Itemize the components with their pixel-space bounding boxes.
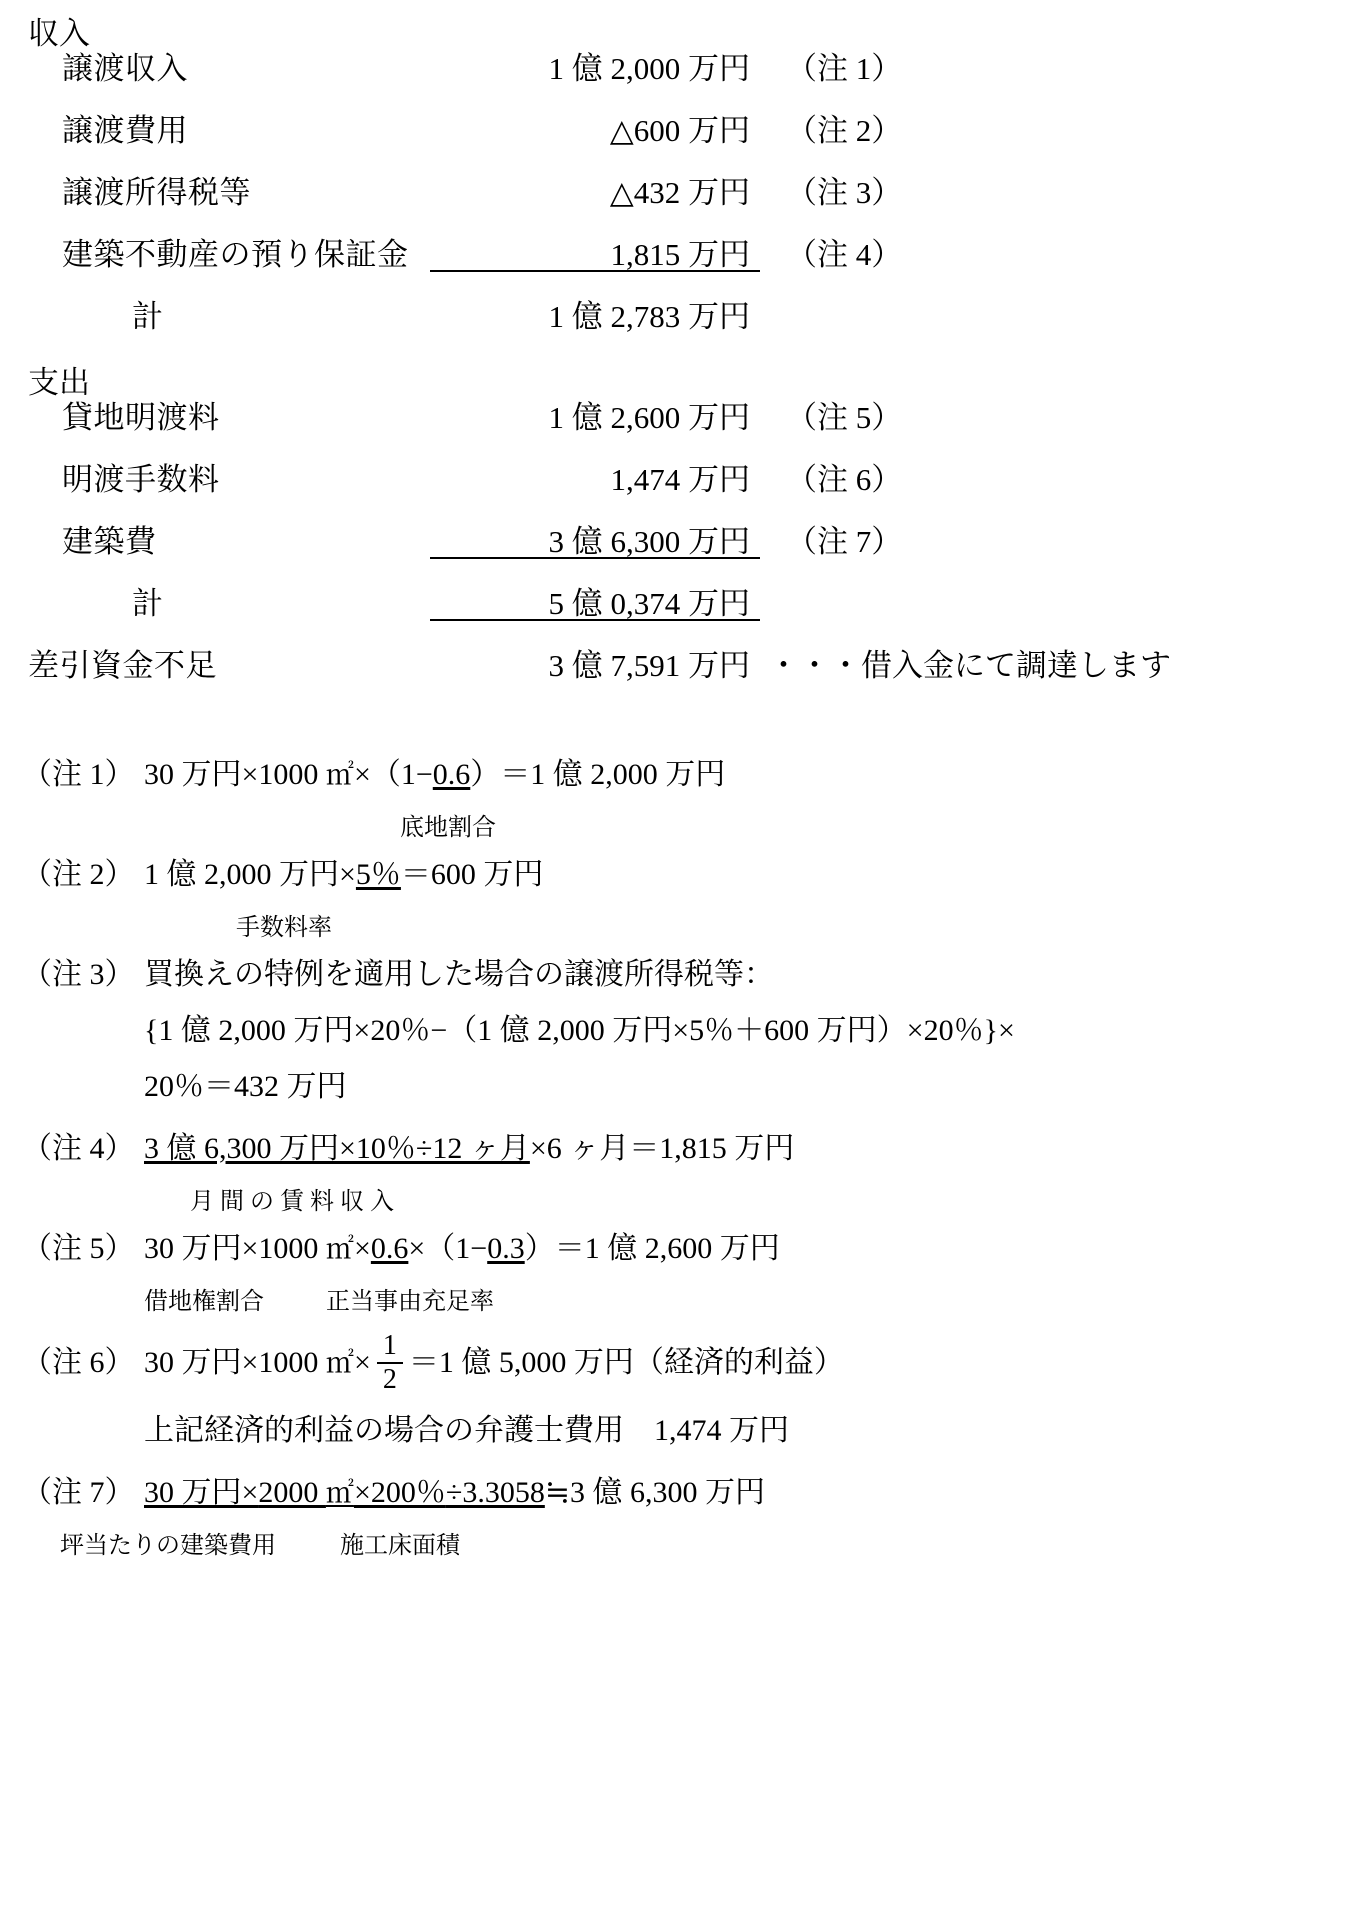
note-continuation: 20％＝432 万円 [144,1070,347,1103]
row-amount: 3 億 7,591 万円 [548,648,750,683]
table-row [0,115,1360,177]
note-continuation: 上記経済的利益の場合の弁護士費用 1,474 万円 [144,1414,789,1447]
row-note: （注 1） [786,51,903,86]
note-body: 30 万円×1000 ㎡×（1−0.6）＝1 億 2,000 万円 [144,758,726,791]
note-3 [0,960,1360,1128]
row-label: 明渡手数料 [62,462,220,497]
note-tag: （注 4） [22,1132,135,1165]
table-row [0,464,1360,526]
row-label: 譲渡所得税等 [62,175,251,210]
note-5 [0,1234,1360,1328]
expense-total-row [0,588,1360,650]
table-row [0,526,1360,588]
table-row [0,402,1360,464]
note-tag: （注 1） [22,758,135,791]
row-note: （注 6） [786,462,903,497]
row-label: 差引資金不足 [28,648,217,683]
note-annotation: 坪当たりの建築費用 [60,1533,276,1559]
row-label: 計 [132,586,164,621]
row-trailing-text: ・・・借入金にて調達します [768,648,1171,683]
row-amount: 1 億 2,000 万円 [548,51,750,86]
row-note: （注 7） [786,524,903,559]
note-tag: （注 6） [22,1345,135,1379]
row-amount: 3 億 6,300 万円 [430,526,760,559]
row-note: （注 4） [786,237,903,272]
row-label: 計 [132,299,164,334]
note-body: 1 億 2,000 万円×5％＝600 万円 [144,858,544,891]
income-total-row [0,301,1360,363]
row-label: 建築不動産の預り保証金 [62,237,409,272]
row-amount: 5 億 0,374 万円 [430,588,760,621]
row-label: 貸地明渡料 [62,400,220,435]
note-continuation: {1 億 2,000 万円×20％−（1 億 2,000 万円×5％＋600 万円）×20％}× [144,1014,1015,1047]
note-annotation: 底地割合 [400,815,496,841]
row-amount: 1 億 2,783 万円 [548,299,750,334]
table-row [0,239,1360,301]
note-body: 買換えの特例を適用した場合の譲渡所得税等： [144,958,774,991]
table-row [0,53,1360,115]
balance-row [0,650,1360,720]
row-amount: △432 万円 [609,175,750,210]
row-amount: 1,815 万円 [430,239,760,272]
expense-heading: 支出 [28,365,90,400]
note-body: 3 億 6,300 万円×10％÷12 ヶ月×6 ヶ月＝1,815 万円 [144,1132,795,1165]
note-tag: （注 5） [22,1232,135,1265]
note-tag: （注 7） [22,1476,135,1509]
note-4 [0,1134,1360,1228]
note-body: 30 万円×1000 ㎡×0.6×（1−0.3）＝1 億 2,600 万円 [144,1232,780,1265]
note-annotation: 月 間 の 賃 料 収 入 [190,1189,394,1215]
note-6 [0,1330,1360,1472]
table-row [0,177,1360,239]
note-annotation: 借地権割合 [144,1289,264,1315]
note-tag: （注 3） [22,958,135,991]
row-label: 建築費 [62,524,157,559]
row-label: 譲渡収入 [62,51,188,86]
row-note: （注 3） [786,175,903,210]
fraction-one-half: $\frac{1}{2}$ [377,1332,403,1394]
note-annotation: 正当事由充足率 [326,1289,494,1315]
note-tag: （注 2） [22,858,135,891]
row-label: 譲渡費用 [62,113,188,148]
note-2 [0,860,1360,954]
note-annotation: 施工床面積 [340,1533,460,1559]
note-body: 30 万円×2000 ㎡×200％÷3.3058≒3 億 6,300 万円 [144,1476,765,1509]
note-annotation: 手数料率 [236,915,332,941]
row-amount: △600 万円 [609,113,750,148]
note-7 [0,1478,1360,1572]
row-note: （注 2） [786,113,903,148]
row-amount: 1,474 万円 [610,462,750,497]
row-note: （注 5） [786,400,903,435]
note-1 [0,760,1360,854]
income-heading: 収入 [28,16,90,51]
row-amount: 1 億 2,600 万円 [548,400,750,435]
note-body: 30 万円×1000 ㎡× $\frac{1}{2}$ ＝1 億 5,000 万円（経済的利益） [144,1330,844,1395]
